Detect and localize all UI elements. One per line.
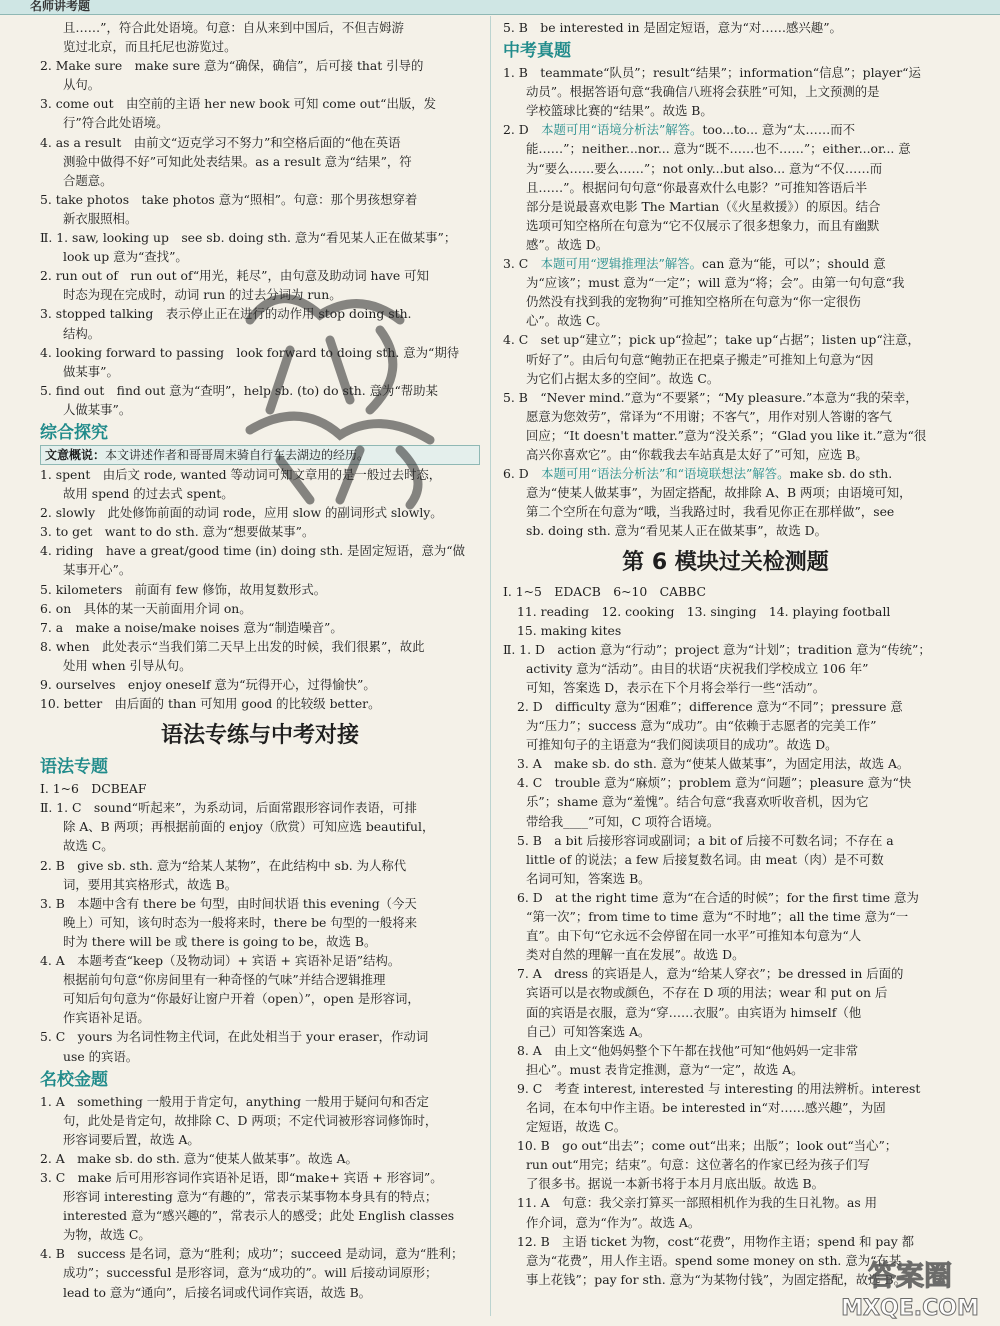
text-line: look up 意为“查找”。 [63, 249, 188, 265]
text-line: 测验中做得不好”可知此处表结果。as a result 意为“结果”，符 [63, 153, 412, 169]
text-line: 意为“使某人做某事”，为固定搭配，故排除 A、B 两项；由语境可知， [526, 485, 912, 501]
text-line: 类对自然的理解一直在发展”。故选 D。 [526, 947, 745, 963]
text-line: 意为“花费”，用人作主语。spend some money on sth. 意为“在某 [526, 1252, 902, 1268]
text-line: Ⅰ. 1~6 DCBEAF [40, 781, 147, 797]
text-line: 人做某事”。 [63, 401, 132, 417]
text-line: 5. B be interested in 是固定短语，意为“对……感兴趣”。 [503, 20, 842, 35]
text-line: 为“要么……要么……”；not only...but also... 意为“不仅……而 [526, 160, 883, 176]
text-line: 4. looking forward to passing look forward to doing sth. 意为“期待 [40, 344, 460, 360]
text-line: 故用 spend 的过去式 spent。 [63, 486, 234, 502]
answer-block-lines [503, 18, 948, 37]
text-line: 5. B a bit 后接形容词或副词；a bit of 后接不可数名词；不存在 a [517, 832, 894, 848]
text-line: 8. when 此处表示“当我们第二天早上出发的时候，我们很累”，故此 [40, 638, 425, 654]
text-line: 5. B “Never mind.”意为“不要紧”；“My pleasure.”本意为“我的荣幸， [503, 389, 918, 405]
text-line: 2. run out of run out of“用光，耗尽”，由句意及助动词 have 可知 [40, 268, 429, 284]
text-line: 1. spent 由后文 rode, wanted 等动词可知文章用的是一般过去时态， [40, 466, 442, 482]
text-line: 10. B go out“出去”；come out“出来；出版”；look out“当心”； [517, 1138, 898, 1154]
text-line: 3. C make 后可用形容词作宾语补足语，即“make+ 宾语 + 形容词”。 [40, 1169, 443, 1185]
text-line: 3. C 本题可用“逻辑推理法”解答。can 意为“能，可以”；should 意 [503, 256, 886, 272]
text-line: 10. better 由后面的 than 可知用 good 的比较级 better。 [40, 696, 381, 712]
text-line: 3. come out 由空前的主语 her new book 可知 come out“出版，发 [40, 96, 437, 112]
text-line: 听好了”。由后句句意“鲍勃正在把桌子搬走”可推知上句意为“因 [526, 351, 874, 367]
text-line: 某事开心”。 [63, 562, 132, 578]
module6-title: 第 6 模块过关检测题 [622, 550, 829, 576]
text-line: 6. on 具体的某一天前面用介词 on。 [40, 600, 252, 616]
text-line: 4. as a result 由前文“迈克学习不努力”和空格后面的“他在英语 [40, 134, 401, 150]
text-line: 乐”；shame 意为“羞愧”。结合句意“我喜欢听收音机，因为它 [526, 794, 869, 810]
text-line: 11. reading 12. cooking 13. singing 14. playing football [517, 603, 891, 619]
text-line: 回应；“It doesn't matter.”意为“没关系”；“Glad you like it.”意为“很 [526, 427, 927, 443]
text-line: use 的宾语。 [63, 1048, 139, 1064]
text-line: 2. slowly 此处修饰前面的动词 rode，应用 slow 的副词形式 slowly。 [40, 505, 443, 521]
method-hint: 本题可用“逻辑推理法”解答。 [540, 256, 702, 272]
text-line: 12. B 主语 ticket 为物，cost“花费”，用物作主语；spend 和 pay 都 [517, 1233, 915, 1249]
text-line: 5. take photos take photos 意为“照相”。句意：那个男孩想穿着 [40, 191, 418, 207]
text-line: 4. C set up“建立”；pick up“捡起”；take up“占据”；listen up“注意， [503, 332, 920, 348]
right-column [503, 18, 948, 1289]
summary-label: 文意概说： [45, 447, 106, 462]
text-line: “第一次”；from time to time 意为“不时地”；all the time 意为“一 [526, 909, 909, 925]
text-line: 时为 there will be 或 there is going to be，故选 B。 [63, 933, 377, 949]
text-line: 名词可知，答案选 B。 [526, 870, 651, 886]
text-line: run out“用完；结束”。句意：这位著名的作家已经为孩子们写 [526, 1157, 870, 1173]
text-line: 3. A make sb. do sth. 意为“使某人做某事”，为固定用法，故选 A。 [517, 756, 910, 772]
stamp-seal [210, 260, 480, 520]
text-line: 新衣服照相。 [63, 210, 138, 226]
section-title-yufa: 语法专题 [40, 757, 108, 778]
text-line: 仍然没有找到我的宠物狗”可推知空格所在句意为“你一定很伤 [526, 294, 861, 310]
text-line: 5. kilometers 前面有 few 修饰，故用复数形式。 [40, 581, 327, 597]
text-line: 3. B 本题中含有 there be 句型，由时间状语 this evening（今天 [40, 895, 417, 911]
svg-text:答案圈: 答案圈 [867, 1259, 953, 1292]
text-line: 4. C trouble 意为“麻烦”；problem 意为“问题”；pleasure 意为“快 [517, 775, 912, 791]
text-line: 作介词，意为“作为”。故选 A。 [526, 1214, 701, 1230]
text-line: 定短语，故选 C。 [526, 1119, 627, 1135]
text-line: lead to 意为“通向”，后接名词或代词作宾语，故选 B。 [63, 1284, 372, 1300]
text-line: 动员”。根据答语句意“我确信八班将会获胜”可知，上文预测的是 [526, 84, 880, 100]
big-section-title: 语法专练与中考对接 [160, 723, 359, 749]
text-line: 15. making kites [517, 622, 622, 638]
module6-answers [503, 582, 948, 1288]
text-line: 时态为现在完成时，动词 run 的过去分词为 run。 [63, 287, 342, 303]
text-line: activity 意为“活动”。由目的状语“庆祝我们学校成立 106 年” [526, 660, 869, 676]
text-line: 可知，答案选 D，表示在下个月将会举行一些“活动”。 [526, 679, 826, 695]
text-line: 3. to get want to do sth. 意为“想要做某事”。 [40, 524, 315, 540]
text-line: 从句。 [63, 77, 101, 93]
text-line: 名词，在本句中作主语。be interested in“对……感兴趣”，为固 [526, 1099, 886, 1115]
text-line: 5. find out find out 意为“查明”，help sb. (to) do sth. 意为“帮助某 [40, 382, 438, 398]
text-line: 3. stopped talking 表示停止正在进行的动作用 stop doing sth. [40, 306, 412, 322]
text-line: 4. riding have a great/good time (in) doing sth. 是固定短语，意为“做 [40, 543, 466, 559]
text-line: sb. doing sth. 意为“看见某人正在做某事”，故选 D。 [526, 523, 827, 539]
text-line: 6. D 本题可用“语法分析法”和“语境联想法”解答。make sb. do sth. [503, 466, 893, 482]
text-line: 2. B give sb. sth. 意为“给某人某物”，在此结构中 sb. 为人称代 [40, 857, 407, 873]
summary-text: 本文讲述作者和哥哥周末骑自行车去湖边的经历。 [105, 447, 370, 462]
text-line: 可知后句句意为“你最好让窗户开着（open）”，open 是形容词， [63, 991, 420, 1007]
text-line: Ⅰ. 1~5 EDACB 6~10 CABBC [503, 584, 706, 600]
text-line: 5. C yours 为名词性物主代词，在此处相当于 your eraser，作动词 [40, 1029, 429, 1045]
text-line: 学校篮球比赛的“结果”。故选 B。 [526, 103, 713, 119]
text-line: 行”符合此处语境。 [63, 115, 169, 131]
text-line: little of 的说法；a few 后接复数名词。由 meat（肉）是不可数 [526, 851, 884, 867]
text-line: 为物，故选 C。 [63, 1227, 151, 1243]
text-line: 4. A 本题考查“keep（及物动词）+ 宾语 + 宾语补足语”结构。 [40, 953, 401, 969]
text-line: 2. Make sure make sure 意为“确保，确信”，后可接 that 引导的 [40, 58, 424, 74]
text-line: 形容词 interesting 意为“有趣的”，常表示某事物本身具有的特点； [63, 1189, 438, 1205]
text-line: interested 意为“感兴趣的”，常表示人的感受；此处 English classes [63, 1208, 455, 1224]
text-line: 第二个空所在句意为“哦，当我路过时，我看见你正在那样做”，see [526, 504, 895, 520]
text-line: 感”。故选 D。 [526, 236, 609, 252]
text-line: 自己）可知答案选 A。 [526, 1023, 651, 1039]
left-column [40, 18, 480, 1302]
mingxiao-answers [40, 1092, 480, 1302]
text-line: 做某事”。 [63, 363, 119, 379]
text-line: Ⅱ. 1. C sound“听起来”，为系动词，后面常跟形容词作表语，可排 [40, 800, 417, 816]
header-title: 名师讲考题 [30, 0, 91, 13]
text-line: 选项可知空格所在句意为“它不仅展示了很多想象力，而且有幽默 [526, 217, 880, 233]
text-line: 面的宾语是衣服，意为“穿……衣服”。由宾语为 himself（他 [526, 1004, 862, 1020]
section-title-mingxiao: 名校金题 [40, 1069, 108, 1090]
text-line: 部分是说最喜欢电影 The Martian（《火星救援》）的原因。结合 [526, 198, 881, 214]
text-line: 为它们占据太多的空间”。故选 C。 [526, 370, 720, 386]
text-line: 晚上）可知，该句时态为一般将来时，there be 句型的一般将来 [63, 914, 418, 930]
method-hint: 本题可用“语法分析法”和“语境联想法”解答。 [541, 466, 790, 482]
text-line: Ⅱ. 1. D action 意为“行动”；project 意为“计划”；tradition 意为“传统”； [503, 641, 931, 657]
text-line: 担心”。must 表肯定推测，意为“一定”，故选 A。 [526, 1061, 804, 1077]
text-line: 愿意为您效劳”，常译为“不用谢；不客气”，用作对别人答谢的客气 [526, 408, 892, 424]
text-line: 心”。故选 C。 [526, 313, 608, 329]
text-line: 处用 when 引导从句。 [63, 657, 192, 673]
text-line: 1. A something 一般用于肯定句，anything 一般用于疑问句和否定 [40, 1093, 429, 1109]
text-line: 能……”；neither...nor... 意为“既不……也不……”；either...or... 意 [526, 141, 911, 157]
text-line: 2. D difficulty 意为“困难”；difference 意为“不同”；pressure 意 [517, 699, 903, 714]
text-line: 览过北京，而且托尼也游览过。 [63, 39, 237, 55]
text-line: 结构。 [63, 325, 101, 341]
text-line: 成功”；successful 是形容词，意为“成功的”。will 后接动词原形； [63, 1265, 438, 1281]
text-line: 为“应该”；must 意为“一定”；will 意为“将；会”。由第一句句意“我 [526, 275, 905, 291]
method-hint: 本题可用“语境分析法”解答。 [541, 122, 703, 138]
text-line: 7. A dress 的宾语是人，意为“给某人穿衣”；be dressed in 后面的 [517, 966, 904, 982]
text-line: 除 A、B 两项；再根据前面的 enjoy（欣赏）可知应选 beautiful， [63, 819, 435, 835]
text-line: 可推知句子的主语意为“我们阅读项目的成功”。故选 D。 [526, 737, 838, 753]
watermark-logo [825, 1253, 995, 1323]
column-divider [490, 16, 491, 1316]
text-line: 直”。由下句“它永远不会停留在同一水平”可推知本句意为“人 [526, 928, 862, 944]
text-line: 7. a make a noise/make noises 意为“制造噪音”。 [40, 619, 343, 635]
text-line: 根据前句句意“你房间里有一种奇怪的气味”并结合逻辑推理 [63, 972, 386, 988]
text-line: 为“压力”；success 意为“成功”。由“依赖于志愿者的完美工作” [526, 718, 877, 734]
text-line: 作宾语补足语。 [63, 1010, 150, 1026]
text-line: 形容词要后置，故选 A。 [63, 1131, 200, 1147]
svg-text:MXQE.COM: MXQE.COM [841, 1296, 979, 1321]
zhongkao-answers [503, 63, 948, 540]
text-line: 9. C 考查 interest, interested 与 interesting 的用法辨析。interest [517, 1080, 921, 1096]
text-line: 词，要用其宾格形式，故选 B。 [63, 876, 238, 892]
text-line: 11. A 句意：我父亲打算买一部照相机作为我的生日礼物。as 用 [517, 1195, 878, 1211]
text-line: 6. D at the right time 意为“在合适的时候”；for the first time 意为 [517, 889, 919, 905]
text-line: 8. A 由上文“他妈妈整个下午都在找他”可知“他妈妈一定非常 [517, 1042, 859, 1058]
section-title-zhongkao: 中考真题 [503, 41, 571, 62]
text-line: 2. A make sb. do sth. 意为“使某人做某事”。故选 A。 [40, 1150, 358, 1166]
text-line: 带给我____”可知，C 项符合语境。 [526, 813, 720, 829]
text-line: Ⅱ. 1. saw, looking up see sb. doing sth. 意为“看见某人正在做某事”； [40, 230, 457, 246]
text-line: 1. B teammate“队员”；result“结果”；information“信息”；player“运 [503, 65, 921, 81]
text-line: 宾语可以是衣物或颜色，不存在 D 项的用法；wear 和 put on 后 [526, 985, 888, 1001]
text-line: 9. ourselves enjoy oneself 意为“玩得开心，过得愉快”。 [40, 677, 376, 692]
text-line: 且……”。根据问句句意“你最喜欢什么电影？”可推知答语后半 [526, 179, 868, 195]
text-line: 故选 C。 [63, 838, 114, 854]
text-line: 了很多书。据说一本新书将于本月月底出版。故选 B。 [526, 1176, 825, 1192]
text-line: 4. B success 是名词，意为“胜利；成功”；succeed 是动词，意为“胜利； [40, 1246, 464, 1262]
yufa-answers [40, 779, 480, 1065]
text-line: 高兴你喜欢它”。由“你载我去车站真是太好了”可知，应选 B。 [526, 446, 868, 462]
page-header-bar [0, 0, 1000, 15]
text-line: 合题意。 [63, 172, 113, 188]
text-line: 句，此处是肯定句，故排除 C、D 两项；不定代词被形容词修饰时， [63, 1112, 438, 1128]
text-line: 且……”，符合此处语境。句意：自从来到中国后，不但吉姆游 [63, 20, 404, 35]
section-title-zonghe: 综合探究 [40, 422, 108, 443]
text-line: 事上花钱”；pay for sth. 意为“为某物付钱”，为固定搭配，故选 B。 [526, 1271, 907, 1287]
text-line: 2. D 本题可用“语境分析法”解答。too...to... 意为“太……而不 [503, 122, 855, 138]
